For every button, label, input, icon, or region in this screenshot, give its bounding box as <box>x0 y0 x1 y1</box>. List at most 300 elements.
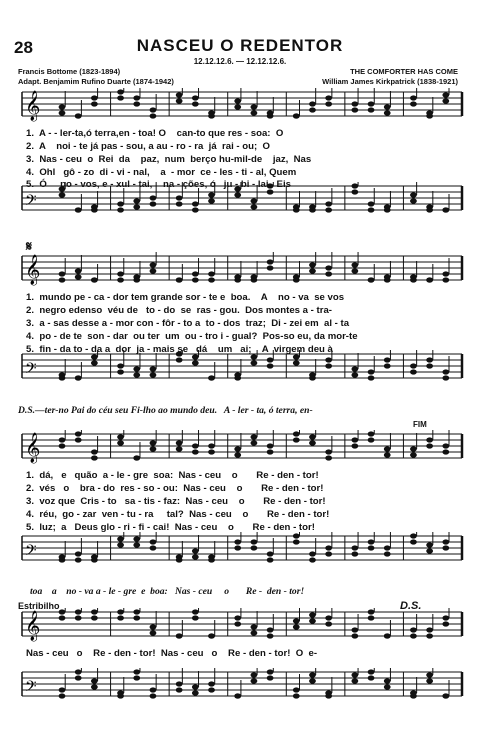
note-head <box>410 693 417 698</box>
note-head <box>75 551 82 556</box>
note-head <box>293 207 300 212</box>
note-head <box>325 207 332 212</box>
note-head <box>117 277 124 282</box>
note-head <box>59 192 66 197</box>
note-head <box>351 678 358 683</box>
note-head <box>59 437 66 442</box>
note-head <box>426 113 433 118</box>
note-head <box>133 95 140 100</box>
note-head <box>384 684 391 689</box>
note-head <box>75 675 82 680</box>
note-head <box>351 268 358 273</box>
note-head <box>267 675 274 680</box>
note-head <box>442 621 449 626</box>
note-head <box>208 681 215 686</box>
s2-verse-2: 2. negro edenso véu de to - do se ras - gou. Dos montes a - tra- <box>26 305 332 316</box>
note-head <box>442 449 449 454</box>
note-head <box>176 92 183 97</box>
note-head <box>267 113 274 118</box>
note-head <box>442 369 449 374</box>
note-head <box>234 277 241 282</box>
note-head <box>351 437 358 442</box>
note-head <box>384 678 391 683</box>
note-head <box>91 449 98 454</box>
note-head <box>442 375 449 380</box>
note-head <box>59 687 66 692</box>
note-head <box>351 189 358 194</box>
note-head <box>133 101 140 106</box>
note-head <box>368 437 375 442</box>
refrain-italic-line: toa a no - va a - le - gre e boa: Nas - ceu o Re - den - tor! <box>30 586 305 597</box>
note-head <box>309 207 316 212</box>
note-head <box>384 551 391 556</box>
note-head <box>91 95 98 100</box>
note-head <box>59 104 66 109</box>
note-head <box>117 693 124 698</box>
note-head <box>208 687 215 692</box>
note-head <box>293 624 300 629</box>
note-head <box>267 551 274 556</box>
fim-label: FIM <box>413 420 427 429</box>
note-head <box>192 554 199 559</box>
note-head <box>426 548 433 553</box>
note-head <box>234 545 241 550</box>
note-head <box>133 609 140 614</box>
note-head <box>75 615 82 620</box>
note-head <box>426 678 433 683</box>
note-head <box>150 624 157 629</box>
note-head <box>117 440 124 445</box>
note-head <box>293 533 300 538</box>
note-head <box>91 684 98 689</box>
note-head <box>133 366 140 371</box>
note-head <box>192 690 199 695</box>
note-head <box>368 107 375 112</box>
credit-composer: William James Kirkpatrick (1838-1921) <box>322 77 458 86</box>
bass-clef: 𝄢 <box>25 192 37 213</box>
note-head <box>325 95 332 100</box>
note-head <box>192 95 199 100</box>
note-head <box>234 192 241 197</box>
note-head <box>91 678 98 683</box>
note-head <box>59 277 66 282</box>
note-head <box>267 669 274 674</box>
note-head <box>293 431 300 436</box>
note-head <box>309 672 316 677</box>
note-head <box>192 684 199 689</box>
note-head <box>325 201 332 206</box>
note-head <box>426 363 433 368</box>
note-head <box>150 630 157 635</box>
note-head <box>426 443 433 448</box>
note-head <box>192 271 199 276</box>
bass-clef: 𝄢 <box>25 360 37 381</box>
note-head <box>309 434 316 439</box>
ds-lyric-line: D.S.—ter-no Pai do céu seu Fi-lho ao mundo deu. A - ler - ta, ó terra, en- <box>18 405 313 416</box>
s3-verse-4: 4. réu, go - zar ven - tu - ra tal? Nas - ceu o Re - den - tor! <box>26 509 330 520</box>
note-head <box>117 89 124 94</box>
note-head <box>384 446 391 451</box>
note-head <box>192 207 199 212</box>
hymn-meter: 12.12.12.6. — 12.12.12.6. <box>193 57 287 66</box>
note-head <box>251 204 258 209</box>
note-head <box>309 375 316 380</box>
note-head <box>251 624 258 629</box>
note-head <box>251 678 258 683</box>
note-head <box>351 372 358 377</box>
note-head <box>208 443 215 448</box>
note-head <box>176 277 183 282</box>
note-head <box>208 113 215 118</box>
note-head <box>368 669 375 674</box>
bass-clef: 𝄢 <box>25 678 37 699</box>
note-head <box>208 449 215 454</box>
note-head <box>442 207 449 212</box>
note-head <box>351 366 358 371</box>
note-head <box>192 443 199 448</box>
note-head <box>351 107 358 112</box>
note-head <box>192 201 199 206</box>
note-head <box>384 452 391 457</box>
note-head <box>309 678 316 683</box>
note-head <box>325 265 332 270</box>
note-head <box>442 545 449 550</box>
note-head <box>234 446 241 451</box>
note-head <box>368 375 375 380</box>
note-head <box>150 195 157 200</box>
note-head <box>192 354 199 359</box>
ds-label: D.S. <box>400 600 422 612</box>
note-head <box>91 101 98 106</box>
note-head <box>150 268 157 273</box>
s3-verse-5: 5. luz; a Deus glo - ri - fi - cai! Nas - ceu o Re - den - tor! <box>26 522 315 533</box>
treble-clef: 𝄞 <box>25 433 41 463</box>
note-head <box>208 277 215 282</box>
note-head <box>59 271 66 276</box>
note-head <box>176 440 183 445</box>
note-head <box>208 375 215 380</box>
note-head <box>251 110 258 115</box>
note-head <box>234 621 241 626</box>
note-head <box>267 443 274 448</box>
note-head <box>75 609 82 614</box>
note-head <box>133 277 140 282</box>
note-head <box>410 198 417 203</box>
note-head <box>133 204 140 209</box>
note-head <box>59 375 66 380</box>
note-head <box>384 545 391 550</box>
note-head <box>176 98 183 103</box>
note-head <box>192 101 199 106</box>
note-head <box>384 277 391 282</box>
note-head <box>267 265 274 270</box>
note-head <box>91 360 98 365</box>
note-head <box>117 363 124 368</box>
note-head <box>133 455 140 460</box>
note-head <box>426 627 433 632</box>
note-head <box>325 101 332 106</box>
note-head <box>351 551 358 556</box>
note-head <box>442 271 449 276</box>
note-head <box>234 452 241 457</box>
note-head <box>267 627 274 632</box>
note-head <box>251 198 258 203</box>
note-head <box>176 687 183 692</box>
note-head <box>150 693 157 698</box>
treble-clef: 𝄞 <box>25 91 41 121</box>
note-head <box>325 551 332 556</box>
note-head <box>368 201 375 206</box>
note-head <box>208 557 215 562</box>
note-head <box>410 452 417 457</box>
note-head <box>384 363 391 368</box>
note-head <box>442 615 449 620</box>
note-head <box>150 545 157 550</box>
note-head <box>325 449 332 454</box>
note-head <box>368 207 375 212</box>
s2-verse-5: 5. fin - da to - da a dor ja - mais se dá um ai; A virgem deu à <box>26 344 333 355</box>
s2-verse-1: 1. mundo pe - ca - dor tem grande sor - te e boa. A no - va se vos <box>26 292 345 303</box>
note-head <box>150 539 157 544</box>
note-head <box>117 369 124 374</box>
note-head <box>384 110 391 115</box>
s1-verse-1: 1. A - - ler-ta,ó terra,en - toa! O can-to que res - soa: O <box>26 128 284 139</box>
note-head <box>384 104 391 109</box>
note-head <box>309 557 316 562</box>
note-head <box>410 101 417 106</box>
note-head <box>368 539 375 544</box>
note-head <box>410 533 417 538</box>
note-head <box>117 434 124 439</box>
note-head <box>251 354 258 359</box>
note-head <box>351 627 358 632</box>
note-head <box>368 101 375 106</box>
note-head <box>117 536 124 541</box>
credit-author: Francis Bottome (1823-1894) <box>18 67 121 76</box>
note-head <box>251 440 258 445</box>
s2-verse-4: 4. po - de te son - dar ou ter um ou - tro i - gual? Pos-so eu, da mor-te <box>26 331 358 342</box>
note-head <box>410 446 417 451</box>
note-head <box>410 369 417 374</box>
note-head <box>368 675 375 680</box>
note-head <box>192 449 199 454</box>
note-head <box>267 557 274 562</box>
note-head <box>368 369 375 374</box>
note-head <box>59 557 66 562</box>
note-head <box>251 104 258 109</box>
note-head <box>91 207 98 212</box>
note-head <box>351 672 358 677</box>
note-head <box>384 207 391 212</box>
note-head <box>410 363 417 368</box>
note-head <box>176 357 183 362</box>
note-head <box>351 101 358 106</box>
note-head <box>309 551 316 556</box>
note-head <box>75 375 82 380</box>
note-head <box>325 615 332 620</box>
note-head <box>293 113 300 118</box>
note-head <box>192 609 199 614</box>
note-head <box>368 615 375 620</box>
note-head <box>59 110 66 115</box>
note-head <box>208 192 215 197</box>
s1-verse-4: 4. Ohl gô - zo di - vi - nal, a - mor ce - les - ti - al, Quem <box>26 167 297 178</box>
note-head <box>384 633 391 638</box>
note-head <box>325 357 332 362</box>
note-head <box>176 201 183 206</box>
note-head <box>293 437 300 442</box>
note-head <box>351 262 358 267</box>
note-head <box>293 354 300 359</box>
note-head <box>267 259 274 264</box>
note-head <box>267 633 274 638</box>
note-head <box>251 434 258 439</box>
note-head <box>426 437 433 442</box>
note-head <box>150 372 157 377</box>
s3-verse-1: 1. dá, e quão a - le - gre soa: Nas - ceu o Re - den - tor! <box>26 470 319 481</box>
note-head <box>309 618 316 623</box>
note-head <box>117 271 124 276</box>
note-head <box>251 630 258 635</box>
note-head <box>91 455 98 460</box>
note-head <box>351 545 358 550</box>
note-head <box>410 95 417 100</box>
note-head <box>133 542 140 547</box>
note-head <box>117 615 124 620</box>
note-head <box>133 536 140 541</box>
note-head <box>251 277 258 282</box>
note-head <box>75 113 82 118</box>
note-head <box>293 618 300 623</box>
note-head <box>368 277 375 282</box>
note-head <box>75 268 82 273</box>
note-head <box>59 443 66 448</box>
s1-verse-3: 3. Nas - ceu o Rei da paz, num berço hu-mil-de jaz, Nas <box>26 154 312 165</box>
note-head <box>117 542 124 547</box>
note-head <box>117 609 124 614</box>
note-head <box>426 277 433 282</box>
note-head <box>293 360 300 365</box>
note-head <box>150 366 157 371</box>
hymn-title: NASCEU O REDENTOR <box>136 36 344 55</box>
s1-verse-2: 2. A noi - te já pas - sou, a au - ro - ra já rai - ou; O <box>26 141 270 152</box>
note-head <box>208 633 215 638</box>
note-head <box>368 545 375 550</box>
note-head <box>442 277 449 282</box>
note-head <box>192 277 199 282</box>
s4-refrain-lyric: Nas - ceu o Re - den - tor! Nas - ceu o Re - den - tor! O e- <box>26 648 318 659</box>
note-head <box>351 183 358 188</box>
note-head <box>75 431 82 436</box>
credit-tune: THE COMFORTER HAS COME <box>350 67 458 76</box>
note-head <box>426 542 433 547</box>
note-head <box>234 98 241 103</box>
note-head <box>150 113 157 118</box>
system-2-bass-staff <box>0 350 480 398</box>
note-head <box>192 548 199 553</box>
note-head <box>325 271 332 276</box>
note-head <box>176 195 183 200</box>
note-head <box>325 621 332 626</box>
note-head <box>234 693 241 698</box>
bass-clef: 𝄢 <box>25 542 37 563</box>
system-3-bass-staff <box>0 532 480 580</box>
note-head <box>133 198 140 203</box>
note-head <box>234 615 241 620</box>
note-head <box>192 615 199 620</box>
note-head <box>208 198 215 203</box>
note-head <box>150 201 157 206</box>
note-head <box>351 443 358 448</box>
treble-clef: 𝄞 <box>25 611 41 641</box>
note-head <box>91 277 98 282</box>
note-head <box>309 440 316 445</box>
s3-verse-3: 3. voz que Cris - to sa - tis - faz: Nas - ceu o Re - den - tor! <box>26 496 326 507</box>
note-head <box>442 98 449 103</box>
page-number: 28 <box>14 38 33 57</box>
treble-clef: 𝄞 <box>25 255 41 285</box>
note-head <box>293 539 300 544</box>
note-head <box>251 672 258 677</box>
note-head <box>442 539 449 544</box>
note-head <box>176 557 183 562</box>
note-head <box>426 633 433 638</box>
note-head <box>309 101 316 106</box>
note-head <box>309 107 316 112</box>
note-head <box>192 360 199 365</box>
s2-verse-3: 3. a - sas desse a - mor con - fôr - to a to - dos traz; Di - zei em al - ta <box>26 318 350 329</box>
note-head <box>208 271 215 276</box>
note-head <box>91 609 98 614</box>
note-head <box>117 95 124 100</box>
note-head <box>293 693 300 698</box>
note-head <box>267 357 274 362</box>
note-head <box>75 207 82 212</box>
note-head <box>325 455 332 460</box>
note-head <box>325 545 332 550</box>
note-head <box>309 612 316 617</box>
note-head <box>75 274 82 279</box>
note-head <box>234 104 241 109</box>
note-head <box>410 192 417 197</box>
note-head <box>267 363 274 368</box>
note-head <box>75 669 82 674</box>
note-head <box>251 539 258 544</box>
note-head <box>75 437 82 442</box>
note-head <box>410 627 417 632</box>
note-head <box>426 357 433 362</box>
s1-verse-5: 5. Ó po - vos, e - xul - tai, na - ções, ó ju - bi - lai, Eis <box>26 179 291 190</box>
system-4-bass-staff <box>0 668 480 716</box>
note-head <box>309 262 316 267</box>
note-head <box>325 693 332 698</box>
note-head <box>293 687 300 692</box>
note-head <box>91 354 98 359</box>
note-head <box>325 363 332 368</box>
note-head <box>176 633 183 638</box>
note-head <box>384 357 391 362</box>
note-head <box>410 633 417 638</box>
note-head <box>176 681 183 686</box>
note-head <box>150 687 157 692</box>
note-head <box>150 262 157 267</box>
note-head <box>251 360 258 365</box>
note-head <box>117 201 124 206</box>
note-head <box>442 92 449 97</box>
note-head <box>293 277 300 282</box>
note-head <box>442 443 449 448</box>
note-head <box>117 207 124 212</box>
